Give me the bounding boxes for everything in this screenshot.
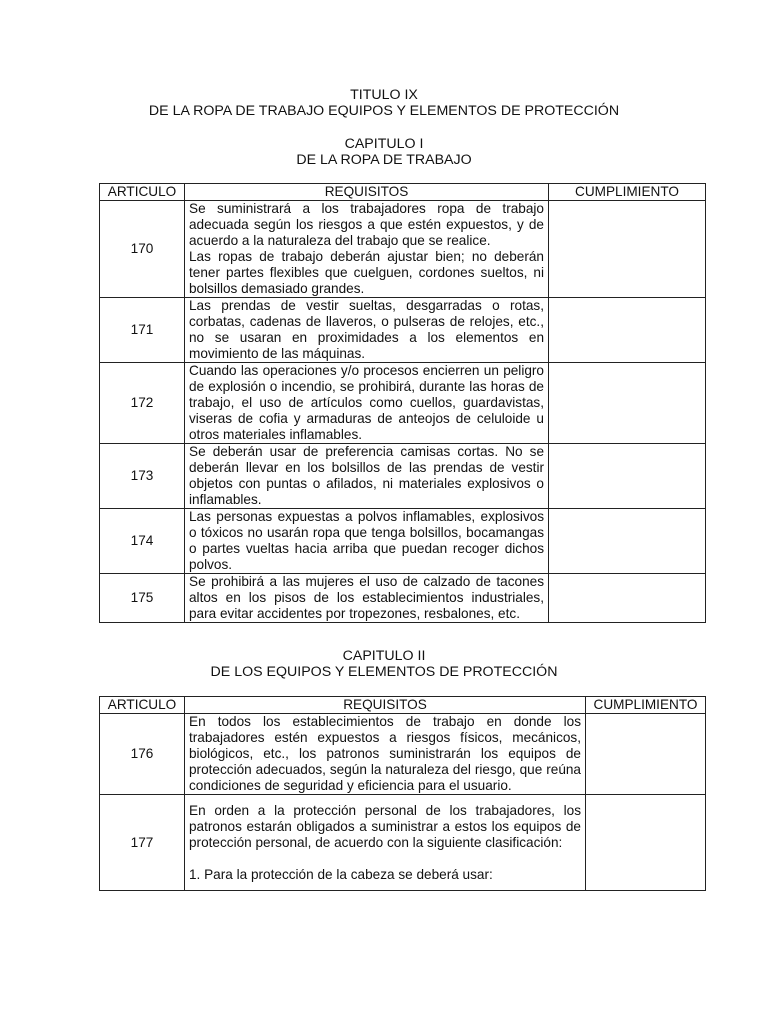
- articulo-number: 174: [100, 509, 185, 574]
- requisito-paragraph: Se suministrará a los trabajadores ropa de trabajo adecuada según los riesgos a que estén expuestos, y de acuerdo a la naturaleza del trabajo que se realice.: [189, 201, 544, 248]
- chapter-1-title: DE LA ROPA DE TRABAJO: [296, 152, 472, 168]
- cumplimiento-cell[interactable]: [586, 714, 706, 795]
- requisito-paragraph: 1. Para la protección de la cabeza se deberá usar:: [189, 866, 493, 882]
- header-cumplimiento: CUMPLIMIENTO: [586, 697, 706, 714]
- articulo-number: 172: [100, 363, 185, 444]
- table-row: [100, 363, 706, 444]
- requisito-text: [185, 714, 586, 795]
- requisito-paragraph: Las personas expuestas a polvos inflamables, explosivos o tóxicos no usarán ropa que tenga bolsillos, bocamangas o partes vueltas hacia arriba que puedan recoger dichos polvos.: [189, 509, 544, 572]
- header-requisitos: REQUISITOS: [185, 697, 586, 714]
- cumplimiento-cell[interactable]: [549, 574, 706, 623]
- cumplimiento-cell[interactable]: [549, 298, 706, 363]
- requisito-paragraph: En orden a la protección personal de los trabajadores, los patronos estarán obligados a suministrar a estos los equipos de protección personal, de acuerdo con la siguiente clasificación:: [189, 802, 581, 850]
- requisito-paragraph: Las ropas de trabajo deberán ajustar bien; no deberán tener partes flexibles que cuelguen, cordones sueltos, ni bolsillos demasiado grandes.: [189, 249, 544, 296]
- chapter-2-table: [99, 696, 706, 891]
- requisito-paragraph: Cuando las operaciones y/o procesos encierren un peligro de explosión o incendio, se prohibirá, durante las horas de trabajo, el uso de artículos como cuellos, guardavistas, viseras de cofia y armaduras de anteojos de celuloide u otros materiales inflamables.: [189, 363, 544, 442]
- table-row: [100, 509, 706, 574]
- requisito-text: [185, 574, 549, 623]
- title-line-1: TITULO IX: [350, 87, 418, 103]
- header-cumplimiento: CUMPLIMIENTO: [549, 184, 706, 201]
- requisito-text: [185, 298, 549, 363]
- table-header-row: [100, 697, 706, 714]
- requisito-text: [185, 201, 549, 298]
- document-title: [0, 87, 768, 119]
- header-articulo: ARTICULO: [100, 184, 185, 201]
- requisito-text: [185, 509, 549, 574]
- chapter-2-heading: [0, 648, 768, 680]
- table-row: [100, 574, 706, 623]
- cumplimiento-cell[interactable]: [549, 201, 706, 298]
- table-row: [100, 714, 706, 795]
- chapter-1-heading: [0, 136, 768, 168]
- cumplimiento-cell[interactable]: [549, 509, 706, 574]
- requisito-text: [185, 363, 549, 444]
- cumplimiento-cell[interactable]: [586, 795, 706, 891]
- title-line-2: DE LA ROPA DE TRABAJO EQUIPOS Y ELEMENTOS DE PROTECCIÓN: [148, 103, 620, 119]
- articulo-number: 173: [100, 444, 185, 509]
- chapter-1-table: [99, 183, 706, 623]
- chapter-2-number: CAPITULO II: [342, 648, 426, 664]
- header-requisitos: REQUISITOS: [185, 184, 549, 201]
- requisito-paragraph: Se deberán usar de preferencia camisas cortas. No se deberán llevar en los bolsillos de las prendas de vestir objetos con puntas o afilados, ni materiales explosivos o inflamables.: [189, 444, 544, 507]
- requisito-paragraph: Las prendas de vestir sueltas, desgarradas o rotas, corbatas, cadenas de llaveros, o pulseras de relojes, etc., no se usaran en proximidades a los elementos en movimiento de las máquinas.: [189, 298, 544, 361]
- requisito-paragraph: En todos los establecimientos de trabajo en donde los trabajadores estén expuestos a riesgos físicos, mecánicos, biológicos, etc., los patronos suministrarán los equipos de protección adecuados, según la naturaleza del riesgo, que reúna condiciones de seguridad y eficiencia para el usuario.: [189, 714, 581, 793]
- articulo-number: 175: [100, 574, 185, 623]
- cumplimiento-cell[interactable]: [549, 363, 706, 444]
- table-row: [100, 795, 706, 891]
- articulo-number: 171: [100, 298, 185, 363]
- chapter-2-title: DE LOS EQUIPOS Y ELEMENTOS DE PROTECCIÓN: [210, 664, 558, 680]
- cumplimiento-cell[interactable]: [549, 444, 706, 509]
- requisito-text: [185, 795, 586, 891]
- header-articulo: ARTICULO: [100, 697, 185, 714]
- table-row: [100, 298, 706, 363]
- table-row: [100, 201, 706, 298]
- table-row: [100, 444, 706, 509]
- requisito-text: [185, 444, 549, 509]
- articulo-number: 177: [100, 795, 185, 891]
- articulo-number: 170: [100, 201, 185, 298]
- requisito-paragraph: Se prohibirá a las mujeres el uso de calzado de tacones altos en los pisos de los establecimientos industriales, para evitar accidentes por tropezones, resbalones, etc.: [189, 574, 544, 621]
- chapter-1-number: CAPITULO I: [344, 136, 424, 152]
- table-header-row: [100, 184, 706, 201]
- articulo-number: 176: [100, 714, 185, 795]
